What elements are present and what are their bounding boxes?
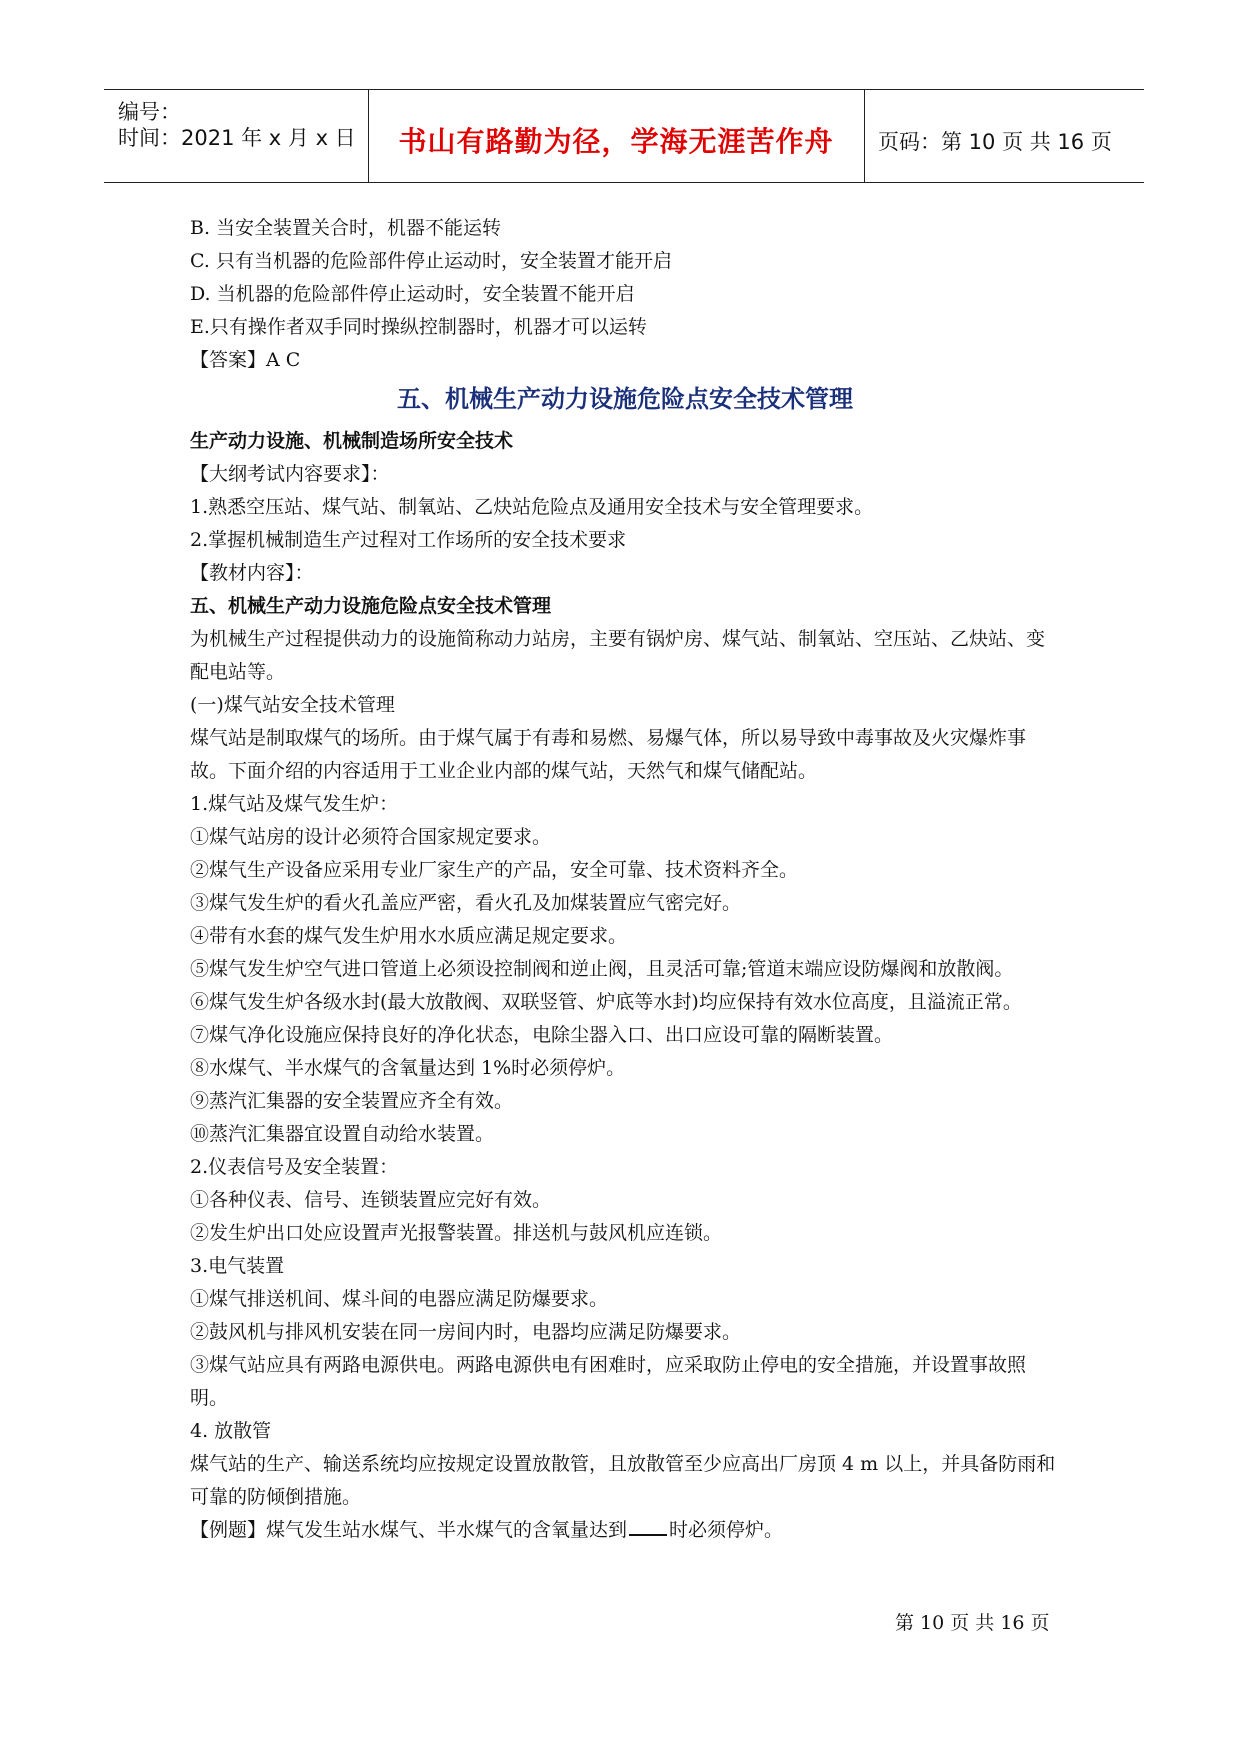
paragraph: ⑩蒸汽汇集器宜设置自动给水装置。 bbox=[190, 1123, 495, 1145]
paragraph: 3.电气装置 bbox=[190, 1255, 285, 1277]
example-suffix: 时必须停炉。 bbox=[669, 1519, 784, 1541]
answer-blank bbox=[629, 1516, 667, 1536]
document-body bbox=[190, 212, 1060, 1547]
time-label: 时间：2021 年 x 月 x 日 bbox=[118, 126, 356, 150]
paragraph: ①各种仪表、信号、连锁装置应完好有效。 bbox=[190, 1189, 552, 1211]
textbook-label: 【教材内容】： bbox=[190, 562, 314, 584]
paragraph: ⑧水煤气、半水煤气的含氧量达到 1%时必须停炉。 bbox=[190, 1057, 626, 1079]
paragraph: ⑦煤气净化设施应保持良好的净化状态，电除尘器入口、出口应设可靠的隔断装置。 bbox=[190, 1024, 894, 1046]
option-e: E.只有操作者双手同时操纵控制器时，机器才可以运转 bbox=[190, 316, 647, 338]
paragraph: ②鼓风机与排风机安装在同一房间内时，电器均应满足防爆要求。 bbox=[190, 1321, 742, 1343]
answer: 【答案】A C bbox=[190, 349, 301, 371]
paragraph: ②发生炉出口处应设置声光报警装置。排送机与鼓风机应连锁。 bbox=[190, 1222, 723, 1244]
paragraph: ⑥煤气发生炉各级水封(最大放散阀、双联竖管、炉底等水封)均应保持有效水位高度，且溢流正常。 bbox=[190, 991, 1022, 1013]
paragraph: 1.煤气站及煤气发生炉： bbox=[190, 793, 399, 815]
header-motto: 书山有路勤为径，学海无涯苦作舟 bbox=[398, 125, 834, 158]
option-c: C. 只有当机器的危险部件停止运动时，安全装置才能开启 bbox=[190, 250, 672, 272]
paragraph: ①煤气站房的设计必须符合国家规定要求。 bbox=[190, 826, 552, 848]
paragraph: ①煤气排送机间、煤斗间的电器应满足防爆要求。 bbox=[190, 1288, 609, 1310]
option-d: D. 当机器的危险部件停止运动时，安全装置不能开启 bbox=[190, 283, 635, 305]
serial-label: 编号： bbox=[118, 100, 181, 124]
paragraph: 煤气站的生产、输送系统均应按规定设置放散管，且放散管至少应高出厂房顶 4 m 以上，并具备防雨和可靠的防倾倒措施。 bbox=[190, 1453, 1056, 1508]
paragraph: ③煤气发生炉的看火孔盖应严密，看火孔及加煤装置应气密完好。 bbox=[190, 892, 742, 914]
paragraph: ④带有水套的煤气发生炉用水水质应满足规定要求。 bbox=[190, 925, 628, 947]
paragraph: 为机械生产过程提供动力的设施简称动力站房，主要有锅炉房、煤气站、制氧站、空压站、乙炔站、变配电站等。 bbox=[190, 628, 1046, 683]
paragraph: 煤气站是制取煤气的场所。由于煤气属于有毒和易燃、易爆气体，所以易导致中毒事故及火灾爆炸事故。下面介绍的内容适用于工业企业内部的煤气站，天然气和煤气储配站。 bbox=[190, 727, 1027, 782]
paragraph: ③煤气站应具有两路电源供电。两路电源供电有困难时，应采取防止停电的安全措施，并设置事故照明。 bbox=[190, 1354, 1027, 1409]
outline-item: 2.掌握机械制造生产过程对工作场所的安全技术要求 bbox=[190, 529, 627, 551]
page-header bbox=[104, 89, 1144, 183]
paragraph: (一)煤气站安全技术管理 bbox=[190, 694, 395, 716]
example-question bbox=[190, 1514, 1060, 1547]
outline-label: 【大纲考试内容要求】： bbox=[190, 463, 390, 485]
header-left-cell bbox=[104, 90, 369, 182]
header-motto-cell bbox=[368, 90, 865, 182]
paragraph: ⑨蒸汽汇集器的安全装置应齐全有效。 bbox=[190, 1090, 514, 1112]
header-page-code: 页码：第 10 页 共 16 页 bbox=[878, 130, 1112, 154]
paragraph: 2.仪表信号及安全装置： bbox=[190, 1156, 399, 1178]
header-right-cell bbox=[864, 90, 1144, 182]
page-footer: 第 10 页 共 16 页 bbox=[895, 1612, 1050, 1634]
section-title: 五、机械生产动力设施危险点安全技术管理 bbox=[397, 385, 853, 413]
option-b: B. 当安全装置关合时，机器不能运转 bbox=[190, 217, 502, 239]
textbook-heading: 五、机械生产动力设施危险点安全技术管理 bbox=[190, 595, 552, 617]
paragraph: ②煤气生产设备应采用专业厂家生产的产品，安全可靠、技术资料齐全。 bbox=[190, 859, 799, 881]
paragraph: ⑤煤气发生炉空气进口管道上必须设控制阀和逆止阀，且灵活可靠;管道末端应设防爆阀和放散阀。 bbox=[190, 958, 1014, 980]
outline-item: 1.熟悉空压站、煤气站、制氧站、乙炔站危险点及通用安全技术与安全管理要求。 bbox=[190, 496, 874, 518]
example-prefix: 【例题】煤气发生站水煤气、半水煤气的含氧量达到 bbox=[190, 1519, 628, 1541]
subheading: 生产动力设施、机械制造场所安全技术 bbox=[190, 430, 514, 452]
paragraph: 4. 放散管 bbox=[190, 1420, 272, 1442]
